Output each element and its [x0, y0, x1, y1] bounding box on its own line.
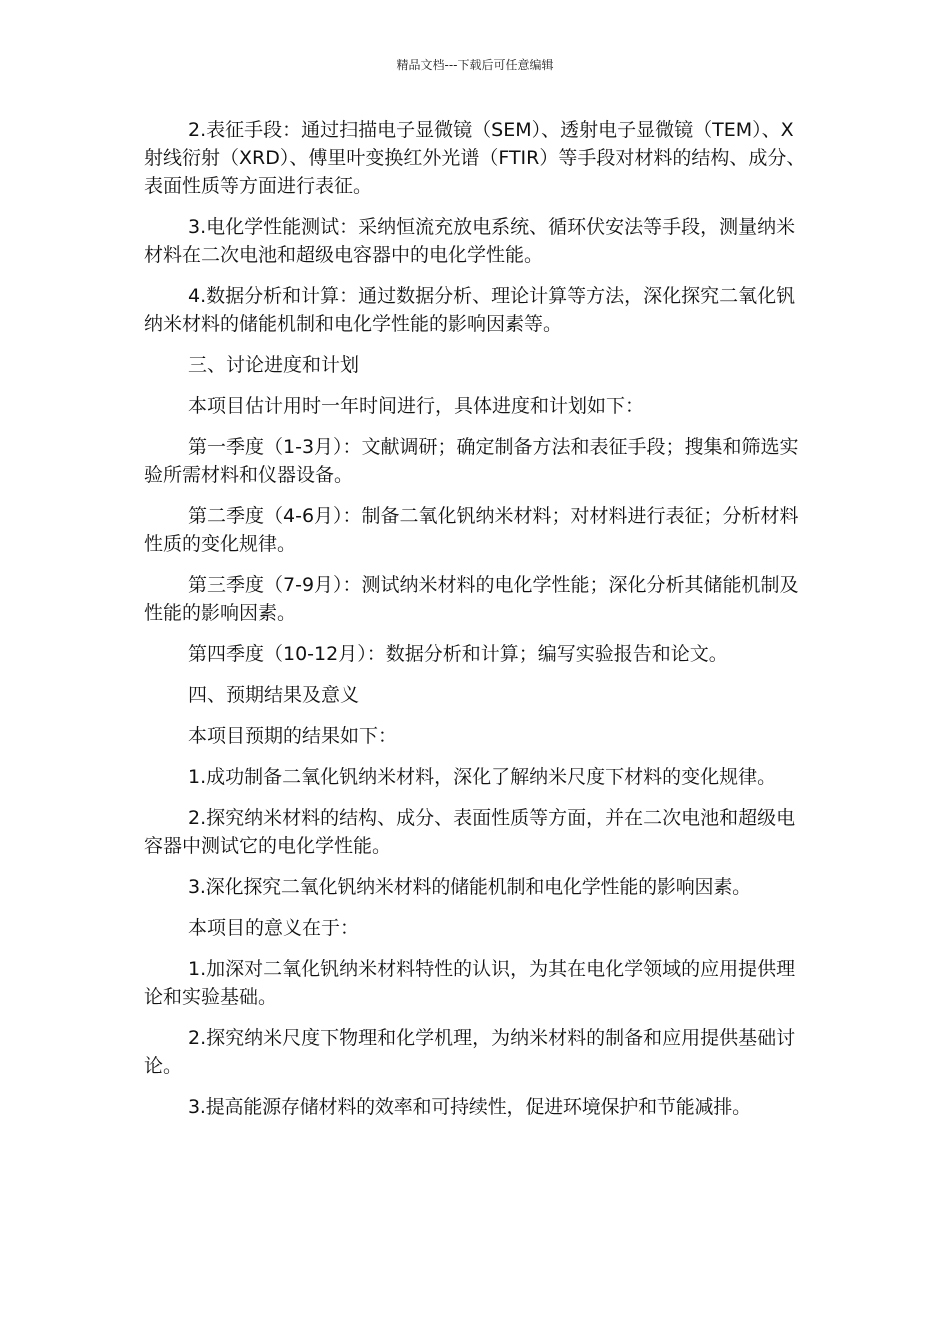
paragraph-result-3: 3.深化探究二氧化钒纳米材料的储能机制和电化学性能的影响因素。: [188, 876, 751, 898]
paragraph-result-1: 1.成功制备二氧化钒纳米材料，深化了解纳米尺度下材料的变化规律。: [188, 766, 777, 788]
paragraph-significance-3: 3.提高能源存储材料的效率和可持续性，促进环境保护和节能减排。: [188, 1096, 751, 1118]
document-body: [144, 116, 808, 1134]
paragraph-data-analysis: 4.数据分析和计算：通过数据分析、理论计算等方法，深化探究二氧化钒纳米材料的储能机制和电化学性能的影响因素等。: [144, 285, 796, 335]
paragraph-quarter-2: 第二季度（4-6月）：制备二氧化钒纳米材料；对材料进行表征；分析材料性质的变化规律。: [144, 505, 799, 555]
paragraph-schedule-intro: 本项目估计用时一年时间进行，具体进度和计划如下：: [188, 395, 645, 417]
paragraph-quarter-1: 第一季度（1-3月）：文献调研；确定制备方法和表征手段；搜集和筛选实验所需材料和仪器设备。: [144, 436, 799, 486]
section-heading-results: 四、预期结果及意义: [188, 684, 360, 706]
paragraph-electrochemical-testing: 3.电化学性能测试：采纳恒流充放电系统、循环伏安法等手段，测量纳米材料在二次电池和超级电容器中的电化学性能。: [144, 216, 796, 266]
paragraph-significance-1: 1.加深对二氧化钒纳米材料特性的认识，为其在电化学领域的应用提供理论和实验基础。: [144, 958, 796, 1008]
paragraph-characterization-methods: 2.表征手段：通过扫描电子显微镜（SEM）、透射电子显微镜（TEM）、X射线衍射（XRD）、傅里叶变换红外光谱（FTIR）等手段对材料的结构、成分、表面性质等方面进行表征。: [144, 119, 806, 197]
section-heading-schedule: 三、讨论进度和计划: [188, 354, 360, 376]
paragraph-significance-2: 2.探究纳米尺度下物理和化学机理，为纳米材料的制备和应用提供基础讨论。: [144, 1027, 796, 1077]
paragraph-results-intro: 本项目预期的结果如下：: [188, 725, 398, 747]
paragraph-quarter-4: 第四季度（10-12月）：数据分析和计算；编写实验报告和论文。: [188, 643, 728, 665]
page-header: 精品文档---下载后可任意编辑: [396, 58, 554, 72]
paragraph-result-2: 2.探究纳米材料的结构、成分、表面性质等方面，并在二次电池和超级电容器中测试它的电化学性能。: [144, 807, 796, 857]
paragraph-quarter-3: 第三季度（7-9月）：测试纳米材料的电化学性能；深化分析其储能机制及性能的影响因素。: [144, 574, 799, 624]
paragraph-significance-intro: 本项目的意义在于：: [188, 917, 360, 939]
